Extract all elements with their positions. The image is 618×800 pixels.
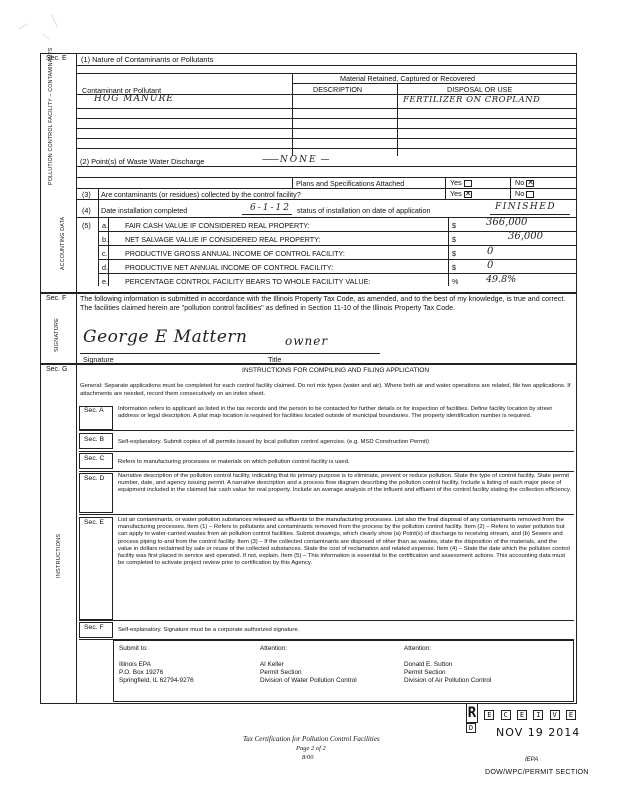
col-disposal: DISPOSAL OR USE bbox=[447, 85, 513, 94]
instr-f-label: Sec. F bbox=[84, 624, 104, 631]
instr-b-label: Sec. B bbox=[84, 436, 105, 443]
material-header: Material Retained, Captured or Recovered bbox=[340, 74, 476, 83]
plans-no-checkbox[interactable] bbox=[526, 180, 534, 187]
row-value: 49.8% bbox=[486, 274, 517, 285]
stamp-agency: IEPA bbox=[525, 757, 539, 763]
q4-num: (4) bbox=[82, 206, 91, 215]
plans-label: Plans and Specifications Attached bbox=[296, 179, 405, 188]
address-water: Al Keller Permit Section Division of Water Pollution Control bbox=[260, 661, 357, 685]
point-label: (2) Point(s) of Waste Water Discharge bbox=[80, 157, 205, 166]
plans-yes[interactable]: Yes bbox=[450, 178, 472, 187]
sec-f-side-label: SIGNATURE bbox=[54, 317, 60, 352]
row-unit: $ bbox=[452, 235, 456, 244]
plans-yes-checkbox[interactable] bbox=[464, 180, 472, 187]
row-unit: $ bbox=[452, 249, 456, 258]
sec-f-text: The following information is submitted in accordance with the Illinois Property Tax Code, as amended, and to the best of my knowledge, is true and correct. The facilities claimed herein are "pollution control facilities" as defined in Section 11-10 of the Illinois Property Tax Code. bbox=[80, 295, 566, 312]
attention-label-2: Attention: bbox=[404, 645, 432, 652]
row-text: PERCENTAGE CONTROL FACILITY BEARS TO WHOLE FACILITY VALUE: bbox=[125, 277, 371, 286]
q4-status-value: FINISHED bbox=[495, 202, 557, 212]
instr-e-text: List air contaminants, or water pollution substances released as effluents to the manufacturing processes. List also the final disposal of any contaminants removed from the manufacturing processes. Item (1) – Refers to pollutants and contaminants removed from the process by the pollution control facility. Item (2) – Refers to water pollution but can apply to water-carried wastes from air pollution control facilities. Submit drawings, which clearly show (a) Point(s) of discharge to receiving stream, and (b) Sewers and process piping to and from the control facility. Item (3) – If the collected contaminants are disposed of other than as wastes, state the disposition of the materials, and the value in dollars reclaimed by sale or reuse of the collected substances. State the cost of reclamation and related expense. Item (4) – State the date which the pollution control facility was first placed in service and operated. If not, explain. Item (5) – This information is essential to the certification and assessment actions. This accounting data must be completed to activate project review prior to certification by this Agency. bbox=[118, 517, 570, 567]
sec-e-side-label-bottom: ACCOUNTING DATA bbox=[60, 216, 66, 270]
disposal-value: FERTILIZER ON CROPLAND bbox=[403, 95, 541, 105]
footer-title: Tax Certification for Pollution Control Facilities bbox=[243, 735, 380, 743]
sec-e-side-label-top: POLLUTION CONTROL FACILITY – CONTAMINANTS bbox=[48, 47, 54, 185]
sec-g-side-label: INSTRUCTIONS bbox=[56, 533, 62, 578]
q3-yes-checkbox[interactable] bbox=[464, 191, 472, 198]
submit-to-label: Submit to: bbox=[119, 645, 148, 652]
q4-text: Date installation completed bbox=[101, 206, 188, 215]
row-value: 0 bbox=[487, 246, 494, 257]
q3-text: Are contaminants (or residues) collected by the control facility? bbox=[101, 190, 301, 199]
q3-yes[interactable]: Yes✕ bbox=[450, 189, 472, 198]
stamp-section: DOW/WPC/PERMIT SECTION bbox=[485, 767, 589, 776]
sec-e-label: Sec. E bbox=[46, 55, 67, 62]
footer-date: 8/00 bbox=[302, 754, 314, 761]
instr-a-text: Information refers to applicant as listed in the tax records and the person to be contacted for further details or for inspection of facilities. Define facility location by street address or legal description. A plat map location is required for facilities located outside of municipal boundaries. The property identification number is required. bbox=[118, 406, 552, 420]
row-value: 36,000 bbox=[508, 231, 543, 242]
row-text: NET SALVAGE VALUE IF CONSIDERED REAL PROPERTY: bbox=[125, 235, 321, 244]
stamp-date: NOV 19 2014 bbox=[496, 726, 581, 739]
sec-e-sidebar bbox=[40, 47, 77, 293]
row-unit: % bbox=[452, 277, 459, 286]
instr-c-text: Refers to manufacturing processes or materials on which pollution control facility is used. bbox=[118, 459, 350, 465]
q5-num: (5) bbox=[82, 221, 91, 230]
received-stamp: R E C E I V E D bbox=[466, 703, 594, 725]
signature: George E Mattern bbox=[83, 327, 248, 347]
instr-f-text: Self-explanatory. Signature must be a corporate authorized signature. bbox=[118, 627, 300, 633]
title-label: Title bbox=[268, 355, 282, 364]
point-value: —— NONE — bbox=[262, 155, 330, 165]
attention-label-1: Attention: bbox=[260, 645, 288, 652]
contaminant-value: HOG MANURE bbox=[94, 94, 174, 104]
address-air: Donald E. Sutton Permit Section Division of Air Pollution Control bbox=[404, 661, 492, 685]
signature-label: Signature bbox=[83, 355, 114, 364]
row-unit: $ bbox=[452, 263, 456, 272]
instr-d-label: Sec. D bbox=[84, 475, 105, 482]
sec-g-heading: INSTRUCTIONS FOR COMPILING AND FILING APPLICATION bbox=[242, 367, 430, 374]
q3-no[interactable]: No bbox=[515, 189, 534, 198]
col-description: DESCRIPTION bbox=[313, 85, 363, 94]
sec-g-general: General: Separate applications must be completed for each control facility claimed. Do not mix types (water and air). Where both air and water operations are related, file two applications. If attachments are needed, record them consecutively on an index sheet. bbox=[80, 383, 571, 397]
row-text: PRODUCTIVE GROSS ANNUAL INCOME OF CONTROL FACILITY: bbox=[125, 249, 345, 258]
scan-marks bbox=[14, 6, 74, 46]
row-letter: c. bbox=[102, 249, 108, 258]
row-letter: a. bbox=[102, 221, 108, 230]
instr-d-text: Narrative description of the pollution control facility, indicating that its primary purpose is to eliminate, prevent or reduce pollution. State the type of control facility. State permit number, date, and agency issuing permit. A narrative description and a process flow diagram describing the pollution control facility. Include a listing of each major piece of equipment included in the claimed fair cash value for real property. Include an average analysis of the influent and effluent of the control facility stating the collection efficiency. bbox=[118, 473, 572, 494]
q3-num: (3) bbox=[82, 190, 91, 199]
sec-e-title: (1) Nature of Contaminants or Pollutants bbox=[81, 55, 214, 64]
row-value: 366,000 bbox=[486, 217, 528, 228]
sec-f-label: Sec. F bbox=[46, 295, 67, 302]
row-letter: d. bbox=[102, 263, 108, 272]
title-value: owner bbox=[285, 334, 329, 348]
instr-a-label: Sec. A bbox=[84, 407, 104, 414]
row-text: PRODUCTIVE NET ANNUAL INCOME OF CONTROL FACILITY: bbox=[125, 263, 334, 272]
col-contaminant: Contaminant or Pollutant bbox=[82, 86, 162, 95]
sec-g-label: Sec. G bbox=[46, 366, 68, 373]
row-unit: $ bbox=[452, 221, 456, 230]
instr-c-label: Sec. C bbox=[84, 455, 105, 462]
address-epa: Illinois EPA P.O. Box 19276 Springfield, IL 62794-9276 bbox=[119, 661, 194, 685]
row-letter: e. bbox=[102, 277, 108, 286]
row-text: FAIR CASH VALUE IF CONSIDERED REAL PROPERTY: bbox=[125, 221, 310, 230]
plans-no[interactable]: No✕ bbox=[515, 178, 534, 187]
instr-e-label-box bbox=[79, 517, 113, 620]
instr-e-label: Sec. E bbox=[84, 519, 105, 526]
q3-no-checkbox[interactable] bbox=[526, 191, 534, 198]
q4-date: 6-1-12 bbox=[250, 203, 291, 213]
row-value: 0 bbox=[487, 260, 494, 271]
q4-status: status of installation on date of application bbox=[297, 206, 431, 215]
instr-b-text: Self-explanatory. Submit copies of all permits issued by local pollution control agencies. (e.g. MSD Construction Permit) bbox=[118, 439, 429, 445]
footer-page: Page 2 of 2 bbox=[296, 745, 326, 752]
row-letter: b. bbox=[102, 235, 108, 244]
